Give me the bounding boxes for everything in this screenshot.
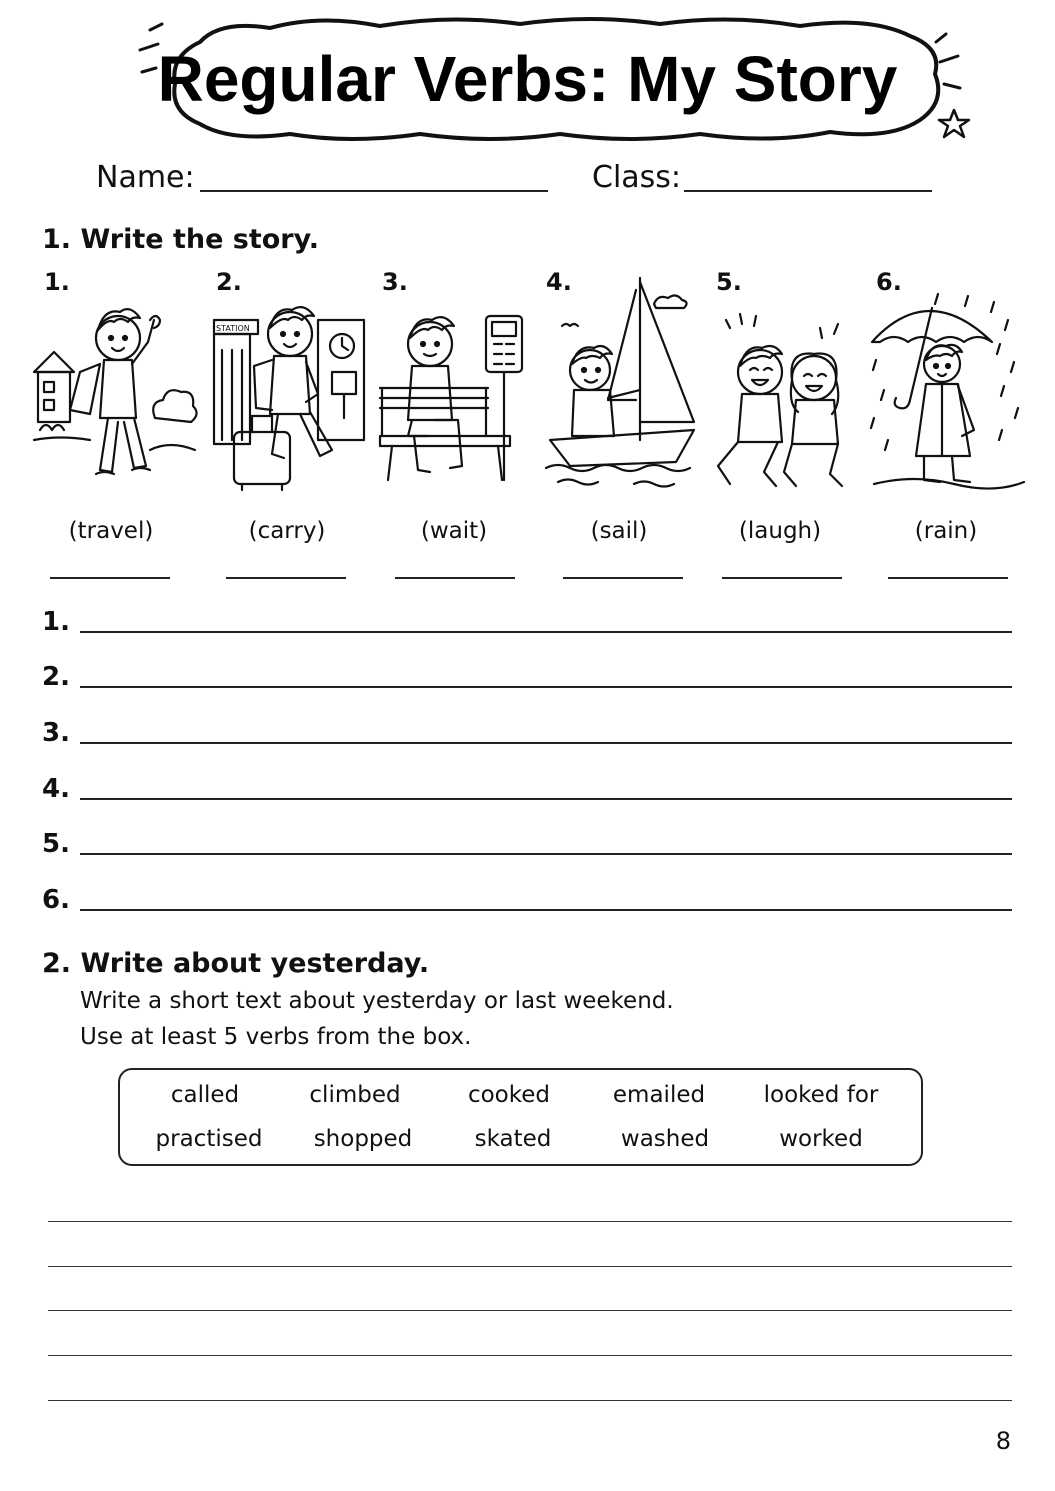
verb-hint: (carry) xyxy=(248,518,326,544)
picture-number: 1. xyxy=(44,268,70,296)
writing-line[interactable] xyxy=(48,1266,1012,1267)
boy-with-suitcase-illustration xyxy=(210,290,375,495)
verb-answer-line[interactable] xyxy=(888,577,1008,579)
box-verb: called xyxy=(170,1082,240,1108)
station-sign-text: STATION xyxy=(216,324,250,333)
story-line[interactable] xyxy=(80,686,1012,688)
page-number: 8 xyxy=(995,1427,1011,1455)
writing-line[interactable] xyxy=(48,1310,1012,1311)
writing-line[interactable] xyxy=(48,1355,1012,1356)
name-label: Name: xyxy=(96,160,195,195)
writing-line[interactable] xyxy=(48,1400,1012,1401)
verb-hint: (wait) xyxy=(420,518,488,544)
story-line-number: 2. xyxy=(42,662,70,692)
boy-on-bench-illustration xyxy=(378,290,543,495)
class-label: Class: xyxy=(592,160,682,195)
box-verb: worked xyxy=(779,1126,863,1152)
verb-answer-line[interactable] xyxy=(563,577,683,579)
story-line[interactable] xyxy=(80,853,1012,855)
story-line-number: 5. xyxy=(42,829,70,859)
story-line[interactable] xyxy=(80,742,1012,744)
boy-walking-illustration xyxy=(30,290,195,495)
verb-hint: (sail) xyxy=(590,518,648,544)
story-line-number: 6. xyxy=(42,885,70,915)
story-line-number: 4. xyxy=(42,774,70,804)
verb-hint: (travel) xyxy=(68,518,154,544)
verb-hint: (rain) xyxy=(914,518,978,544)
verb-answer-line[interactable] xyxy=(722,577,842,579)
box-verb: practised xyxy=(155,1126,263,1152)
child-with-umbrella-illustration xyxy=(868,290,1033,495)
box-verb: washed xyxy=(620,1126,710,1152)
page-title: Regular Verbs: My Story xyxy=(157,43,898,115)
verb-answer-line[interactable] xyxy=(395,577,515,579)
box-verb: looked for xyxy=(763,1082,879,1108)
name-field[interactable] xyxy=(200,190,548,192)
story-line-number: 1. xyxy=(42,607,70,637)
story-line[interactable] xyxy=(80,631,1012,633)
picture-number: 3. xyxy=(382,268,408,296)
picture-number: 6. xyxy=(876,268,902,296)
writing-line[interactable] xyxy=(48,1221,1012,1222)
box-verb: shopped xyxy=(313,1126,413,1152)
verb-answer-line[interactable] xyxy=(50,577,170,579)
instruction-text: Use at least 5 verbs from the box. xyxy=(80,1024,472,1050)
children-laughing-illustration xyxy=(712,290,877,495)
section1-heading: 1. Write the story. xyxy=(42,224,320,255)
picture-number: 2. xyxy=(216,268,242,296)
box-verb: cooked xyxy=(467,1082,551,1108)
boy-in-sailboat-illustration xyxy=(544,290,709,495)
story-line[interactable] xyxy=(80,909,1012,911)
verb-hint: (laugh) xyxy=(738,518,822,544)
box-verb: climbed xyxy=(309,1082,401,1108)
section2-heading: 2. Write about yesterday. xyxy=(42,948,430,979)
instruction-text: Write a short text about yesterday or last weekend. xyxy=(80,988,674,1014)
story-line[interactable] xyxy=(80,798,1012,800)
class-field[interactable] xyxy=(684,190,932,192)
box-verb: skated xyxy=(474,1126,552,1152)
box-verb: emailed xyxy=(612,1082,706,1108)
story-line-number: 3. xyxy=(42,718,70,748)
picture-number: 4. xyxy=(546,268,572,296)
picture-number: 5. xyxy=(716,268,742,296)
verb-answer-line[interactable] xyxy=(226,577,346,579)
